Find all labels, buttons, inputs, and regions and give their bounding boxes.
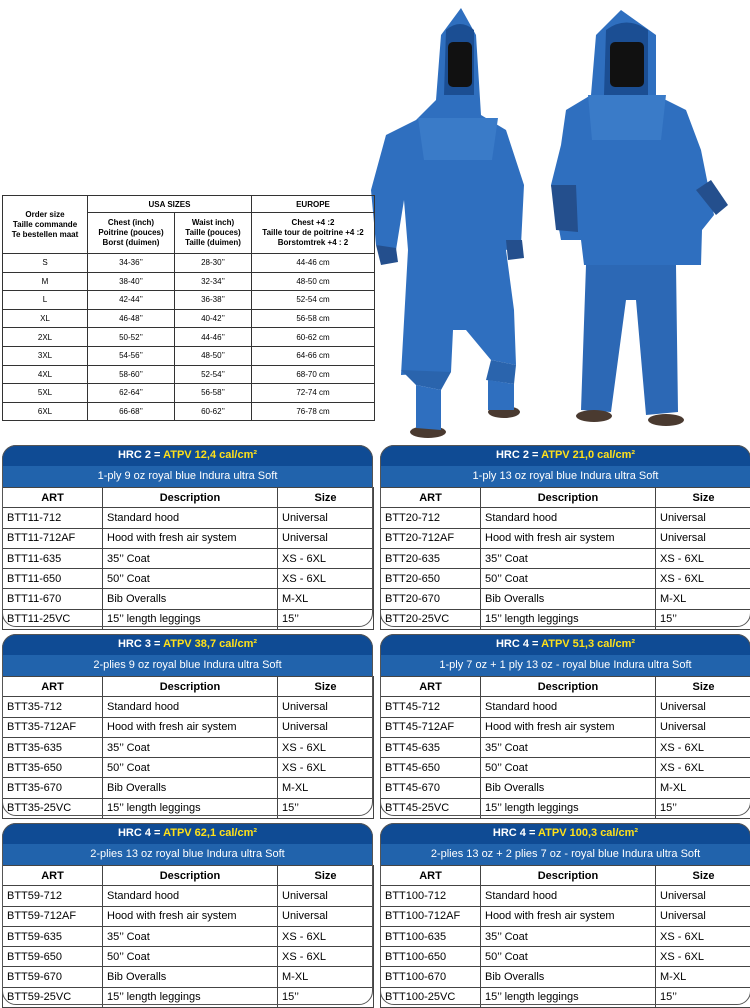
- europe-cell: 68-70 cm: [252, 365, 375, 384]
- size-row: [3, 291, 375, 310]
- waist-cell: 28-30’’: [175, 254, 252, 273]
- size-row: [3, 365, 375, 384]
- product-row: [3, 926, 374, 946]
- product-row: [381, 886, 750, 906]
- description-cell: 35’’ Coat: [481, 548, 656, 568]
- description-cell: 15’’ length leggings: [481, 798, 656, 818]
- size-cell: 15’’: [656, 987, 750, 1007]
- size-cell: XS - 6XL: [656, 947, 750, 967]
- fabric-description: 2-plies 9 oz royal blue Indura ultra Soft: [2, 655, 373, 676]
- size-row: [3, 254, 375, 273]
- size-header: Size: [278, 866, 374, 886]
- description-cell: 50’’ Coat: [481, 947, 656, 967]
- product-row: [3, 697, 374, 717]
- fabric-description: 1-ply 9 oz royal blue Indura ultra Soft: [2, 466, 373, 487]
- product-row: [381, 926, 750, 946]
- art-cell: BTT20-712: [381, 508, 481, 528]
- size-row: [3, 346, 375, 365]
- product-table: [2, 865, 374, 1008]
- art-cell: BTT100-670: [381, 967, 481, 987]
- size-chart-table: [2, 195, 375, 421]
- product-row: [381, 798, 750, 818]
- description-cell: 35’’ Coat: [481, 926, 656, 946]
- art-cell: BTT100-712: [381, 886, 481, 906]
- panel-title: [380, 634, 750, 655]
- hrc-label: HRC 2 =: [496, 449, 541, 461]
- size-cell: XS - 6XL: [656, 548, 750, 568]
- product-row: [3, 886, 374, 906]
- art-cell: BTT11-712: [3, 508, 103, 528]
- size-row: [3, 328, 375, 347]
- size-cell: Universal: [278, 906, 374, 926]
- atpv-rating: ATPV 51,3 cal/cm²: [541, 638, 635, 650]
- waist-cell: 52-54’’: [175, 365, 252, 384]
- description-cell: Hood with fresh air system: [103, 528, 278, 548]
- panel-title: [2, 445, 373, 466]
- size-cell: XS - 6XL: [278, 737, 374, 757]
- description-cell: 35’’ Coat: [103, 926, 278, 946]
- size-cell: M: [3, 272, 88, 291]
- size-cell: Universal: [656, 508, 750, 528]
- size-row: [3, 309, 375, 328]
- art-cell: BTT11-635: [3, 548, 103, 568]
- waist-cell: 60-62’’: [175, 402, 252, 421]
- size-cell: XS - 6XL: [278, 569, 374, 589]
- size-row: [3, 384, 375, 403]
- europe-header: EUROPE: [252, 196, 375, 213]
- size-header: Size: [278, 488, 374, 508]
- size-cell: XS - 6XL: [656, 737, 750, 757]
- product-panel: [380, 634, 750, 816]
- product-row: [381, 609, 750, 629]
- description-cell: Hood with fresh air system: [481, 906, 656, 926]
- description-cell: Bib Overalls: [103, 778, 278, 798]
- product-row: [381, 589, 750, 609]
- description-cell: Hood with fresh air system: [481, 528, 656, 548]
- size-cell: XS - 6XL: [278, 947, 374, 967]
- size-header: Size: [656, 866, 750, 886]
- size-cell: 5XL: [3, 384, 88, 403]
- product-row: [3, 758, 374, 778]
- art-cell: BTT59-670: [3, 967, 103, 987]
- description-header: Description: [481, 866, 656, 886]
- chest-header: Chest (inch) Poitrine (pouces) Borst (duimen): [88, 213, 175, 254]
- size-cell: Universal: [656, 886, 750, 906]
- product-table: [380, 865, 750, 1008]
- description-cell: 35’’ Coat: [481, 737, 656, 757]
- size-cell: M-XL: [656, 778, 750, 798]
- size-cell: 15’’: [656, 798, 750, 818]
- product-header-row: [3, 488, 374, 508]
- art-cell: BTT45-25VC: [381, 798, 481, 818]
- product-row: [3, 906, 374, 926]
- product-header-row: [381, 677, 750, 697]
- hrc-label: HRC 4 =: [496, 638, 541, 650]
- long-coat-suit-figure: [371, 8, 524, 438]
- size-cell: XS - 6XL: [656, 926, 750, 946]
- europe-cell: 72-74 cm: [252, 384, 375, 403]
- size-cell: Universal: [656, 697, 750, 717]
- size-cell: S: [3, 254, 88, 273]
- product-table: [380, 676, 750, 819]
- fabric-description: 1-ply 13 oz royal blue Indura ultra Soft: [380, 466, 750, 487]
- art-cell: BTT45-650: [381, 758, 481, 778]
- arc-flash-suits-photo: [356, 0, 750, 440]
- waist-cell: 44-46’’: [175, 328, 252, 347]
- size-header: Size: [656, 488, 750, 508]
- size-cell: M-XL: [278, 778, 374, 798]
- description-cell: Bib Overalls: [481, 967, 656, 987]
- size-cell: XS - 6XL: [656, 758, 750, 778]
- size-cell: M-XL: [278, 589, 374, 609]
- size-cell: XL: [3, 309, 88, 328]
- size-cell: Universal: [656, 906, 750, 926]
- size-cell: Universal: [656, 528, 750, 548]
- panel-title: [2, 823, 373, 844]
- description-cell: 50’’ Coat: [103, 758, 278, 778]
- description-cell: Standard hood: [103, 886, 278, 906]
- europe-cell: 56-58 cm: [252, 309, 375, 328]
- product-row: [381, 987, 750, 1007]
- fabric-description: 2-plies 13 oz royal blue Indura ultra Soft: [2, 844, 373, 865]
- hrc-label: HRC 4 =: [118, 827, 163, 839]
- product-row: [3, 967, 374, 987]
- europe-cell: 44-46 cm: [252, 254, 375, 273]
- size-cell: 15’’: [278, 609, 374, 629]
- art-cell: BTT35-25VC: [3, 798, 103, 818]
- description-cell: 15’’ length leggings: [103, 609, 278, 629]
- art-cell: BTT20-670: [381, 589, 481, 609]
- description-cell: Standard hood: [103, 508, 278, 528]
- size-cell: Universal: [278, 886, 374, 906]
- size-cell: XS - 6XL: [278, 548, 374, 568]
- description-cell: 50’’ Coat: [103, 947, 278, 967]
- description-cell: 15’’ length leggings: [103, 987, 278, 1007]
- product-header-row: [381, 488, 750, 508]
- description-cell: 15’’ length leggings: [103, 798, 278, 818]
- art-cell: BTT100-635: [381, 926, 481, 946]
- product-row: [381, 967, 750, 987]
- description-header: Description: [103, 488, 278, 508]
- atpv-rating: ATPV 12,4 cal/cm²: [163, 449, 257, 461]
- product-table: [2, 487, 374, 630]
- waist-cell: 40-42’’: [175, 309, 252, 328]
- europe-cell: 64-66 cm: [252, 346, 375, 365]
- size-header: Size: [278, 677, 374, 697]
- art-header: ART: [381, 866, 481, 886]
- product-row: [381, 717, 750, 737]
- fabric-description: 2-plies 13 oz + 2 plies 7 oz - royal blue Indura ultra Soft: [380, 844, 750, 865]
- description-cell: Standard hood: [481, 697, 656, 717]
- product-panel: [380, 445, 750, 627]
- art-cell: BTT11-650: [3, 569, 103, 589]
- size-cell: M-XL: [656, 967, 750, 987]
- atpv-rating: ATPV 62,1 cal/cm²: [163, 827, 257, 839]
- waist-cell: 32-34’’: [175, 272, 252, 291]
- size-cell: Universal: [656, 717, 750, 737]
- product-row: [381, 528, 750, 548]
- product-row: [3, 609, 374, 629]
- art-cell: BTT59-712AF: [3, 906, 103, 926]
- art-cell: BTT59-25VC: [3, 987, 103, 1007]
- art-cell: BTT59-650: [3, 947, 103, 967]
- size-cell: 4XL: [3, 365, 88, 384]
- description-cell: 50’’ Coat: [481, 758, 656, 778]
- size-row: [3, 272, 375, 291]
- size-cell: 15’’: [278, 798, 374, 818]
- chest-cell: 62-64’’: [88, 384, 175, 403]
- product-row: [381, 508, 750, 528]
- chest-cell: 38-40’’: [88, 272, 175, 291]
- art-cell: BTT20-25VC: [381, 609, 481, 629]
- product-table: [380, 487, 750, 630]
- product-header-row: [381, 866, 750, 886]
- size-cell: 3XL: [3, 346, 88, 365]
- size-cell: Universal: [278, 697, 374, 717]
- atpv-rating: ATPV 100,3 cal/cm²: [538, 827, 638, 839]
- description-cell: Standard hood: [481, 508, 656, 528]
- size-cell: 2XL: [3, 328, 88, 347]
- chest-cell: 54-56’’: [88, 346, 175, 365]
- art-cell: BTT45-670: [381, 778, 481, 798]
- coat-overalls-suit-figure: [551, 10, 728, 426]
- product-row: [381, 569, 750, 589]
- product-row: [3, 548, 374, 568]
- description-cell: Bib Overalls: [103, 967, 278, 987]
- product-table: [2, 676, 374, 819]
- hrc-label: HRC 2 =: [118, 449, 163, 461]
- description-cell: Bib Overalls: [103, 589, 278, 609]
- art-header: ART: [3, 866, 103, 886]
- europe-cell: 76-78 cm: [252, 402, 375, 421]
- product-header-row: [3, 866, 374, 886]
- description-cell: Standard hood: [103, 697, 278, 717]
- product-row: [381, 906, 750, 926]
- product-header-row: [3, 677, 374, 697]
- chest-cell: 66-68’’: [88, 402, 175, 421]
- panel-title: [380, 823, 750, 844]
- art-cell: BTT35-650: [3, 758, 103, 778]
- description-cell: Bib Overalls: [481, 778, 656, 798]
- art-cell: BTT35-712AF: [3, 717, 103, 737]
- product-panel: [380, 823, 750, 1005]
- art-cell: BTT35-712: [3, 697, 103, 717]
- art-cell: BTT45-712AF: [381, 717, 481, 737]
- art-cell: BTT100-25VC: [381, 987, 481, 1007]
- size-header: Size: [656, 677, 750, 697]
- description-cell: Hood with fresh air system: [481, 717, 656, 737]
- product-row: [3, 589, 374, 609]
- chest-cell: 58-60’’: [88, 365, 175, 384]
- description-cell: 35’’ Coat: [103, 737, 278, 757]
- art-cell: BTT35-635: [3, 737, 103, 757]
- product-panel: [2, 445, 373, 627]
- atpv-rating: ATPV 38,7 cal/cm²: [163, 638, 257, 650]
- size-cell: XS - 6XL: [656, 569, 750, 589]
- product-panel: [2, 823, 373, 1005]
- product-row: [381, 778, 750, 798]
- size-cell: 15’’: [278, 987, 374, 1007]
- hrc-label: HRC 3 =: [118, 638, 163, 650]
- chest-cell: 50-52’’: [88, 328, 175, 347]
- size-cell: 15’’: [656, 609, 750, 629]
- waist-cell: 56-58’’: [175, 384, 252, 403]
- europe-cell: 48-50 cm: [252, 272, 375, 291]
- art-cell: BTT59-635: [3, 926, 103, 946]
- usa-sizes-header: USA SIZES: [88, 196, 252, 213]
- product-row: [3, 508, 374, 528]
- art-cell: BTT59-712: [3, 886, 103, 906]
- chest-cell: 42-44’’: [88, 291, 175, 310]
- art-cell: BTT20-712AF: [381, 528, 481, 548]
- chest-cell: 34-36’’: [88, 254, 175, 273]
- art-cell: BTT20-635: [381, 548, 481, 568]
- product-row: [3, 737, 374, 757]
- product-row: [381, 737, 750, 757]
- panel-title: [2, 634, 373, 655]
- description-cell: Hood with fresh air system: [103, 906, 278, 926]
- product-row: [3, 717, 374, 737]
- panel-title: [380, 445, 750, 466]
- description-header: Description: [481, 677, 656, 697]
- product-row: [3, 569, 374, 589]
- description-header: Description: [103, 866, 278, 886]
- atpv-rating: ATPV 21,0 cal/cm²: [541, 449, 635, 461]
- description-cell: 50’’ Coat: [481, 569, 656, 589]
- waist-cell: 48-50’’: [175, 346, 252, 365]
- product-row: [3, 528, 374, 548]
- description-cell: 15’’ length leggings: [481, 987, 656, 1007]
- europe-sub-header: Chest +4 :2 Taille tour de poitrine +4 :2 Borstomtrek +4 : 2: [252, 213, 375, 254]
- product-row: [381, 947, 750, 967]
- art-cell: BTT20-650: [381, 569, 481, 589]
- size-cell: Universal: [278, 508, 374, 528]
- waist-cell: 36-38’’: [175, 291, 252, 310]
- description-header: Description: [481, 488, 656, 508]
- description-header: Description: [103, 677, 278, 697]
- art-cell: BTT11-670: [3, 589, 103, 609]
- size-row: [3, 402, 375, 421]
- art-cell: BTT35-670: [3, 778, 103, 798]
- art-cell: BTT45-635: [381, 737, 481, 757]
- art-cell: BTT11-712AF: [3, 528, 103, 548]
- product-panel: [2, 634, 373, 816]
- art-cell: BTT45-712: [381, 697, 481, 717]
- chest-cell: 46-48’’: [88, 309, 175, 328]
- art-cell: BTT11-25VC: [3, 609, 103, 629]
- description-cell: Bib Overalls: [481, 589, 656, 609]
- waist-header: Waist inch) Taille (pouces) Taille (duimen): [175, 213, 252, 254]
- description-cell: 35’’ Coat: [103, 548, 278, 568]
- product-row: [3, 798, 374, 818]
- description-cell: Hood with fresh air system: [103, 717, 278, 737]
- size-cell: XS - 6XL: [278, 758, 374, 778]
- size-cell: M-XL: [656, 589, 750, 609]
- size-cell: XS - 6XL: [278, 926, 374, 946]
- fabric-description: 1-ply 7 oz + 1 ply 13 oz - royal blue Indura ultra Soft: [380, 655, 750, 676]
- product-row: [381, 758, 750, 778]
- size-cell: Universal: [278, 717, 374, 737]
- art-header: ART: [381, 488, 481, 508]
- size-cell: L: [3, 291, 88, 310]
- product-row: [381, 697, 750, 717]
- art-header: ART: [381, 677, 481, 697]
- description-cell: Standard hood: [481, 886, 656, 906]
- description-cell: 15’’ length leggings: [481, 609, 656, 629]
- art-header: ART: [3, 488, 103, 508]
- art-header: ART: [3, 677, 103, 697]
- order-size-header: Order size Taille commande Te bestellen maat: [3, 196, 88, 254]
- art-cell: BTT100-712AF: [381, 906, 481, 926]
- europe-cell: 52-54 cm: [252, 291, 375, 310]
- size-cell: 6XL: [3, 402, 88, 421]
- product-row: [3, 778, 374, 798]
- size-cell: M-XL: [278, 967, 374, 987]
- hrc-label: HRC 4 =: [493, 827, 538, 839]
- size-cell: Universal: [278, 528, 374, 548]
- europe-cell: 60-62 cm: [252, 328, 375, 347]
- art-cell: BTT100-650: [381, 947, 481, 967]
- product-row: [381, 548, 750, 568]
- product-row: [3, 987, 374, 1007]
- product-row: [3, 947, 374, 967]
- description-cell: 50’’ Coat: [103, 569, 278, 589]
